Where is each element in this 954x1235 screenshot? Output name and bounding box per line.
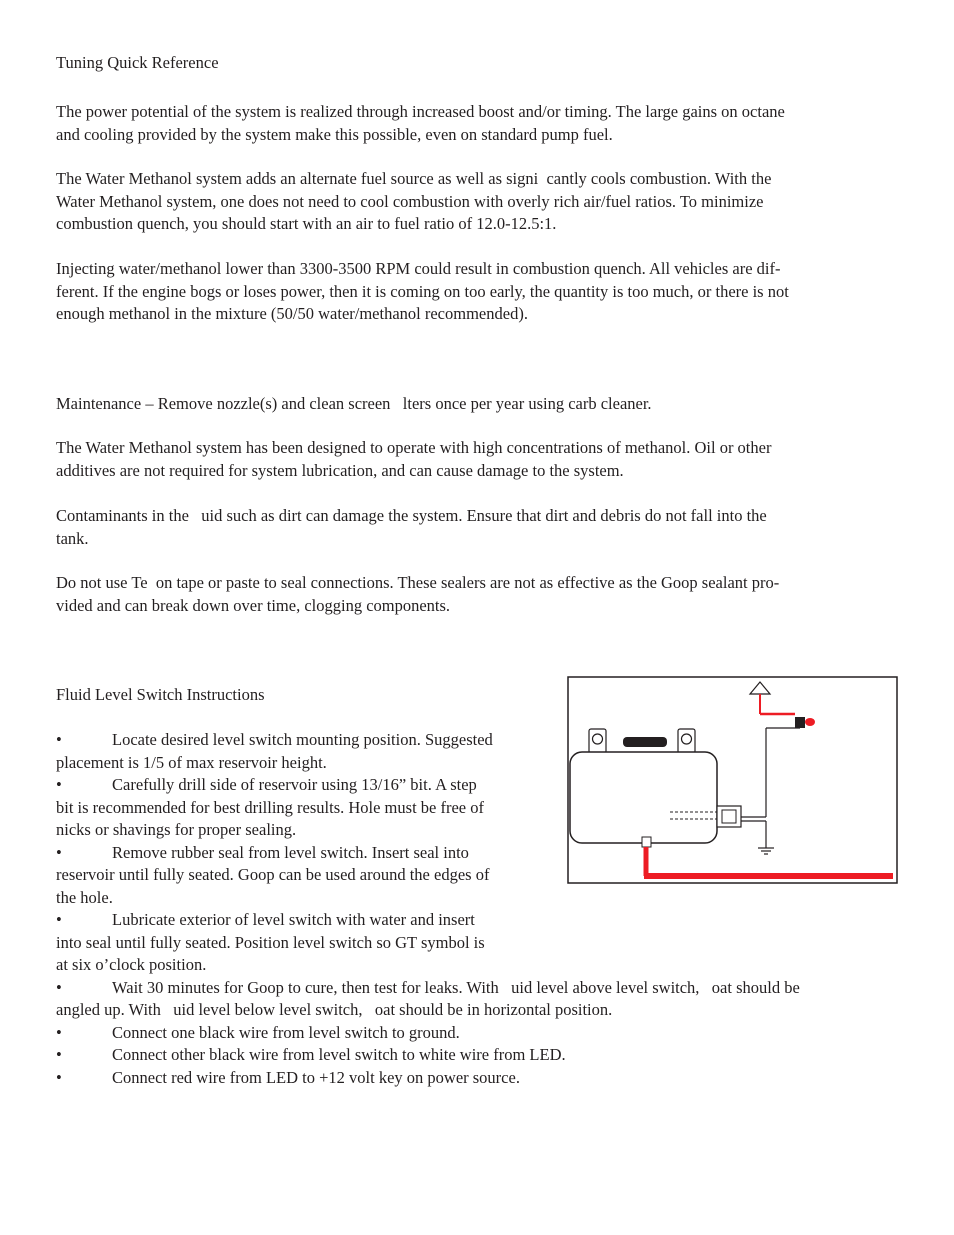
led-icon: [805, 718, 815, 726]
paragraph-contaminants: [56, 505, 896, 550]
reservoir-cap: [623, 737, 667, 747]
paragraph-injecting: [56, 258, 896, 326]
text-line: vided and can break down over time, clogging components.: [56, 595, 451, 615]
bullet-icon: •: [56, 775, 62, 794]
text-line: Connect other black wire from level switch to white wire from LED.: [112, 1045, 566, 1064]
bullet-icon: •: [56, 910, 62, 929]
bullet-icon: •: [56, 730, 62, 749]
paragraph-teflon: [56, 572, 896, 617]
level-switch-icon: [717, 806, 741, 827]
text-line: into seal until fully seated. Position level switch so GT symbol is: [56, 932, 485, 952]
bullet-icon: •: [56, 977, 62, 997]
level-switch-wiring-diagram: [567, 676, 898, 884]
reservoir-outlet: [642, 837, 651, 847]
bullet-icon: •: [56, 1022, 62, 1042]
text-line: Do not use Te on tape or paste to seal connections. These sealers are not as effective as the Goop sealant pro-: [56, 573, 780, 592]
text-line: Maintenance – Remove nozzle(s) and clean screen lters once per year using carb cleaner.: [56, 394, 652, 413]
text-line: nicks or shavings for proper sealing.: [56, 820, 297, 839]
reservoir-fitting-right: [678, 729, 695, 753]
text-line: bit is recommended for best drilling results. Hole must be free of: [56, 797, 484, 817]
text-line: Connect one black wire from level switch to ground.: [112, 1022, 460, 1042]
text-line: tank.: [56, 528, 89, 548]
text-line: combustion quench, you should start with an air to fuel ratio of 12.0-12.5:1.: [56, 214, 557, 233]
led-body-icon: [795, 717, 805, 728]
text-line: angled up. With uid level below level switch, oat should be in horizontal position.: [56, 1000, 613, 1019]
list-item: [56, 1044, 896, 1067]
text-line: the hole.: [56, 887, 113, 907]
heading-text: Tuning Quick Reference: [56, 53, 219, 72]
text-line: reservoir until fully seated. Goop can be used around the edges of: [56, 865, 490, 884]
text-line: The Water Methanol system has been designed to operate with high concentrations of methanol. Oil or other: [56, 438, 772, 457]
text-line: Carefully drill side of reservoir using 13/16” bit. A step: [112, 775, 477, 794]
text-line: Contaminants in the uid such as dirt can damage the system. Ensure that dirt and debris do not fall into the: [56, 506, 767, 525]
list-item: [56, 1067, 896, 1090]
text-line: Connect red wire from LED to +12 volt key on power source.: [112, 1067, 520, 1087]
text-line: placement is 1/5 of max reservoir height.: [56, 752, 327, 772]
list-item: [56, 977, 896, 1000]
paragraph-concentrations: [56, 437, 896, 482]
heading-text: Fluid Level Switch Instructions: [56, 685, 265, 704]
text-line: and cooling provided by the system make this possible, even on standard pump fuel.: [56, 124, 613, 144]
bullet-icon: •: [56, 1045, 62, 1064]
text-line: ferent. If the engine bogs or loses power, then it is coming on too early, the quantity is too much, or there is not: [56, 281, 789, 301]
text-line: The Water Methanol system adds an alternate fuel source as well as signi cantly cools combustion. With the: [56, 169, 772, 188]
section-heading-tuning: [56, 52, 896, 75]
paragraph-maintenance: [56, 393, 896, 416]
text-line: at six o’clock position.: [56, 955, 207, 974]
text-line: Lubricate exterior of level switch with water and insert: [112, 910, 475, 929]
text-line: enough methanol in the mixture (50/50 water/methanol recommended).: [56, 304, 528, 323]
text-line: Water Methanol system, one does not need to cool combustion with overly rich air/fuel ratios. To minimize: [56, 191, 764, 211]
section-heading-fluid-level: [56, 684, 550, 707]
list-item: [56, 909, 896, 932]
text-line: Locate desired level switch mounting position. Suggested: [112, 730, 493, 749]
text-line: The power potential of the system is realized through increased boost and/or timing. The large gains on octane: [56, 102, 785, 121]
text-line: Remove rubber seal from level switch. Insert seal into: [112, 842, 469, 862]
paragraph-power-potential: [56, 101, 896, 146]
text-line: additives are not required for system lubrication, and can cause damage to the system.: [56, 460, 624, 480]
reservoir-fitting-left: [589, 729, 606, 753]
list-item: [56, 1022, 896, 1045]
paragraph-water-methanol: [56, 168, 896, 236]
text-line: Injecting water/methanol lower than 3300-3500 RPM could result in combustion quench. All vehicles are dif-: [56, 259, 781, 278]
reservoir-body: [570, 752, 717, 843]
text-line: Wait 30 minutes for Goop to cure, then test for leaks. With uid level above level switch, oat should be: [112, 977, 800, 997]
bullet-icon: •: [56, 1067, 62, 1087]
bullet-icon: •: [56, 842, 62, 862]
